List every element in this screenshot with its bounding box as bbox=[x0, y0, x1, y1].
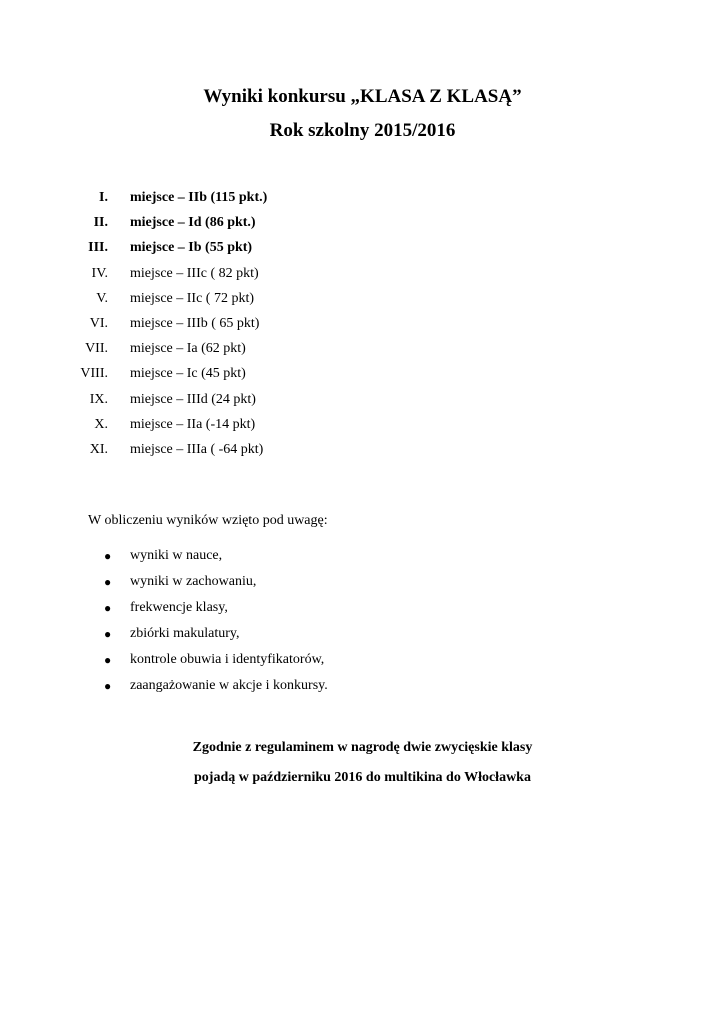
criteria-item bbox=[0, 597, 725, 623]
criteria-item bbox=[0, 571, 725, 597]
criteria-item bbox=[0, 623, 725, 649]
criteria-text: zaangażowanie w akcje i konkursy. bbox=[130, 678, 328, 693]
ranking-text: miejsce – Ib (55 pkt) bbox=[130, 240, 253, 256]
ranking-item bbox=[0, 263, 725, 288]
ranking-numeral: VI. bbox=[89, 315, 108, 331]
ranking-item bbox=[0, 363, 725, 388]
ranking-item bbox=[0, 237, 725, 262]
ranking-text: miejsce – IIIa ( -64 pkt) bbox=[130, 441, 264, 457]
criteria-item bbox=[0, 675, 725, 701]
ranking-item bbox=[0, 187, 725, 212]
bullet-icon: ● bbox=[104, 575, 112, 589]
ranking-numeral: X. bbox=[94, 416, 108, 432]
criteria-item bbox=[0, 545, 725, 571]
award-note-line-2: pojadą w październiku 2016 do multikina do Włocławka bbox=[194, 770, 531, 785]
ranking-text: miejsce – IIIc ( 82 pkt) bbox=[130, 265, 259, 281]
ranking-numeral: IX. bbox=[89, 391, 108, 407]
ranking-numeral: V. bbox=[96, 290, 108, 306]
criteria-text: wyniki w nauce, bbox=[130, 548, 223, 563]
ranking-text: miejsce – Ia (62 pkt) bbox=[130, 341, 246, 357]
bullet-icon: ● bbox=[104, 653, 112, 667]
school-year-subtitle: Rok szkolny 2015/2016 bbox=[269, 120, 456, 141]
ranking-item bbox=[0, 414, 725, 439]
ranking-numeral: VIII. bbox=[80, 366, 108, 382]
ranking-item bbox=[0, 389, 725, 414]
bullet-icon: ● bbox=[104, 627, 112, 641]
ranking-text: miejsce – IIa (-14 pkt) bbox=[130, 416, 256, 432]
ranking-item bbox=[0, 338, 725, 363]
ranking-text: miejsce – IIc ( 72 pkt) bbox=[130, 290, 255, 306]
ranking-item bbox=[0, 212, 725, 237]
criteria-intro: W obliczeniu wyników wzięto pod uwagę: bbox=[88, 513, 328, 528]
bullet-icon: ● bbox=[104, 549, 112, 563]
ranking-text: miejsce – IIIb ( 65 pkt) bbox=[130, 315, 260, 331]
bullet-icon: ● bbox=[104, 601, 112, 615]
document-title: Wyniki konkursu „KLASA Z KLASĄ” bbox=[203, 86, 522, 107]
ranking-text: miejsce – Ic (45 pkt) bbox=[130, 366, 246, 382]
ranking-numeral: III. bbox=[88, 240, 108, 256]
bullet-icon: ● bbox=[104, 679, 112, 693]
ranking-item bbox=[0, 439, 725, 464]
ranking-numeral: VII. bbox=[85, 341, 108, 357]
ranking-numeral: IV. bbox=[91, 265, 108, 281]
award-note-line-1: Zgodnie z regulaminem w nagrodę dwie zwycięskie klasy bbox=[192, 740, 533, 755]
ranking-numeral: I. bbox=[99, 190, 108, 205]
criteria-text: wyniki w zachowaniu, bbox=[130, 574, 257, 589]
ranking-text: miejsce – IIb (115 pkt.) bbox=[130, 190, 268, 205]
criteria-list bbox=[0, 545, 725, 701]
criteria-item bbox=[0, 649, 725, 675]
criteria-text: kontrole obuwia i identyfikatorów, bbox=[130, 652, 325, 667]
criteria-text: zbiórki makulatury, bbox=[130, 626, 240, 641]
criteria-text: frekwencje klasy, bbox=[130, 600, 228, 615]
ranking-text: miejsce – Id (86 pkt.) bbox=[130, 215, 256, 231]
ranking-item bbox=[0, 288, 725, 313]
ranking-numeral: XI. bbox=[89, 441, 108, 457]
ranking-item bbox=[0, 313, 725, 338]
ranking-text: miejsce – IIId (24 pkt) bbox=[130, 391, 256, 407]
ranking-numeral: II. bbox=[93, 215, 108, 231]
rankings-list bbox=[0, 187, 725, 464]
